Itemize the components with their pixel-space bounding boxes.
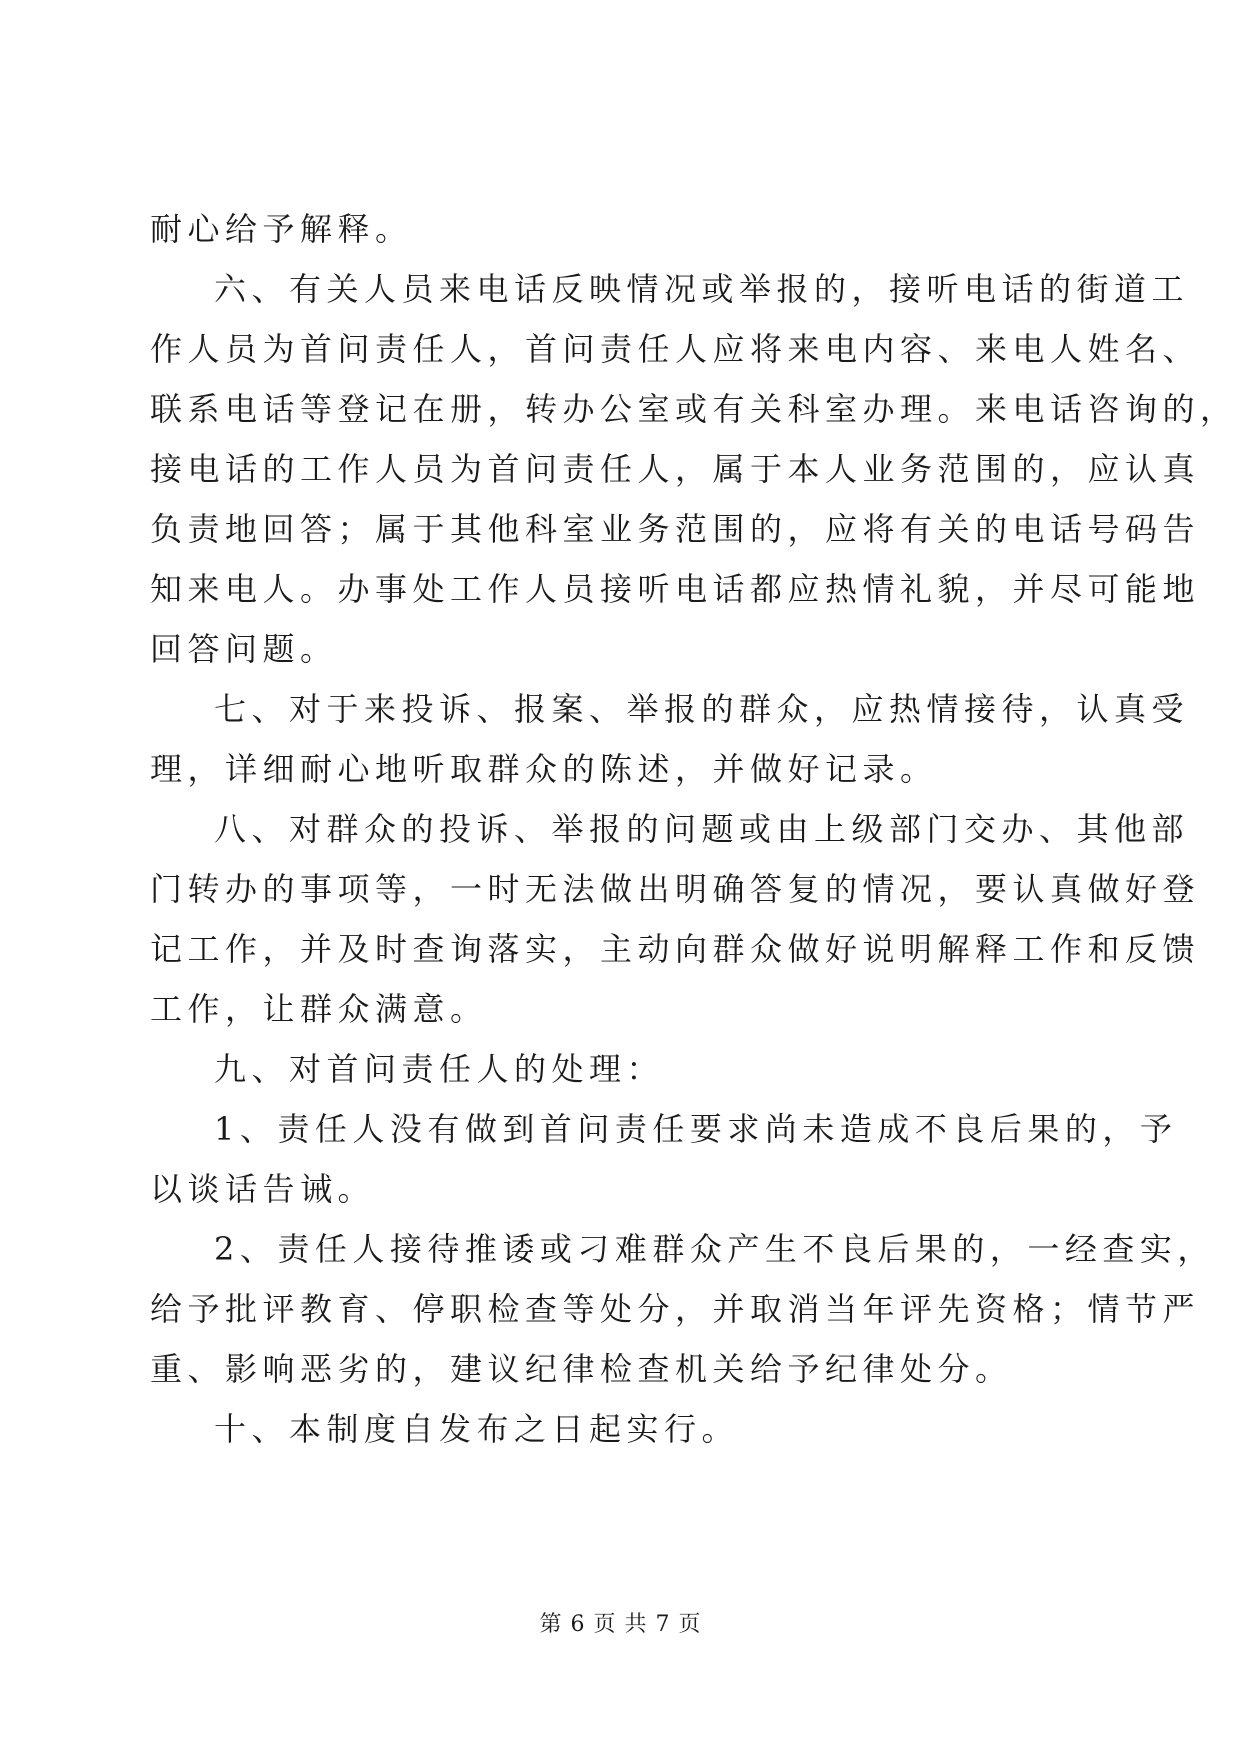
paragraph-line: 1、责任人没有做到首问责任要求尚未造成不良后果的，予 [214,1110,1178,1148]
paragraph-line: 十、本制度自发布之日起实行。 [214,1410,740,1448]
paragraph-line: 以谈话告诫。 [150,1170,376,1208]
paragraph-line: 八、对群众的投诉、举报的问题或由上级部门交办、其他部 [214,810,1190,848]
paragraph-line: 知来电人。办事处工作人员接听电话都应热情礼貌，并尽可能地 [150,570,1201,608]
paragraph-line: 工作，让群众满意。 [150,990,488,1028]
paragraph-line: 作人员为首问责任人，首问责任人应将来电内容、来电人姓名、 [150,330,1201,368]
paragraph-line: 重、影响恶劣的，建议纪律检查机关给予纪律处分。 [150,1350,1013,1388]
paragraph-line: 门转办的事项等，一时无法做出明确答复的情况，要认真做好登 [150,870,1201,908]
paragraph-line: 给予批评教育、停职检查等处分，并取消当年评先资格；情节严 [150,1290,1201,1328]
paragraph-line: 耐心给予解释。 [150,210,413,248]
paragraph-line: 接电话的工作人员为首问责任人，属于本人业务范围的，应认真 [150,450,1201,488]
paragraph-line: 联系电话等登记在册，转办公室或有关科室办理。来电话咨询的， [150,390,1238,428]
paragraph-line: 七、对于来投诉、报案、举报的群众，应热情接待，认真受 [214,690,1190,728]
paragraph-line: 回答问题。 [150,630,338,668]
paragraph-line: 理，详细耐心地听取群众的陈述，并做好记录。 [150,750,938,788]
paragraph-line: 六、有关人员来电话反映情况或举报的，接听电话的街道工 [214,270,1190,308]
paragraph-line: 负责地回答；属于其他科室业务范围的，应将有关的电话号码告 [150,510,1201,548]
page-number-footer: 第 6 页 共 7 页 [539,1612,702,1637]
paragraph-line: 2、责任人接待推诿或刁难群众产生不良后果的，一经查实， [214,1230,1215,1268]
paragraph-line: 九、对首问责任人的处理： [214,1050,665,1088]
paragraph-line: 记工作，并及时查询落实，主动向群众做好说明解释工作和反馈 [150,930,1201,968]
